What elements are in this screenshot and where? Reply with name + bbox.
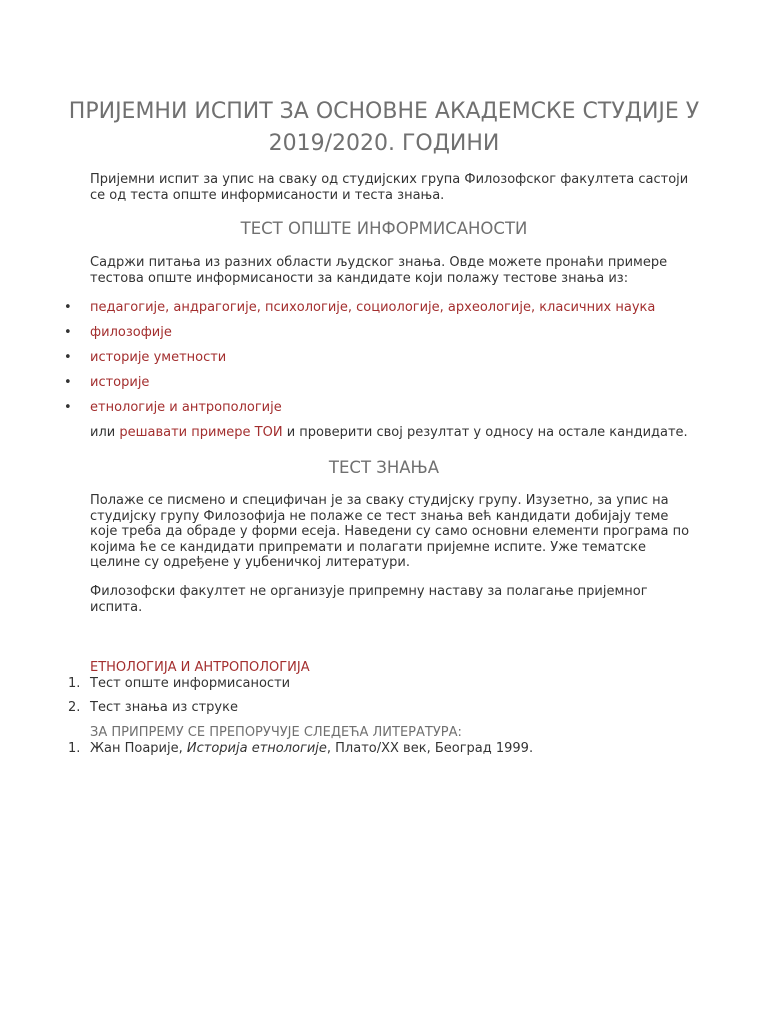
citation-author: Жан Поарије, [90,741,183,756]
knowledge-test-description: Полаже се писмено и специфичан је за сваку студијску групу. Изузетно, за упис на студијску групу Филозофија не полаже се тест знања већ кандидати добијају теме које треба да обраде у форми есеја. Наведени су само основни елементи програма по којима ће се кандидати припремати и полагати пријемне испите. Уже тематске целине су одређене у уџбеничкој литератури. [90,493,690,570]
link-pedagogy-group[interactable]: педагогије, андрагогије, психологије, социологије, археологије, класичних наука [90,300,656,315]
list-number: 1. [68,741,81,756]
solve-examples-link[interactable]: решавати примере ТОИ [119,425,283,440]
link-history[interactable]: историје [90,375,150,390]
section-heading-knowledge-test: ТЕСТ ЗНАЊА [328,458,440,477]
closing-prefix: или [90,425,116,440]
bullet-icon: • [64,375,72,390]
literature-citation [90,740,533,758]
intro-paragraph: Пријемни испит за упис на сваку од студијских група Филозофског факултета састоји се од теста опште информисаности и теста знања. [90,172,689,203]
list-number: 2. [68,700,81,715]
preparatory-classes-note: Филозофски факултет не организује припремну наставу за полагање пријемног испита. [90,584,648,615]
list-number: 1. [68,676,81,691]
list-item-text: Тест знања из струке [90,700,238,715]
citation-publisher: , Плато/XX век, Београд 1999. [326,741,534,756]
page-title: ПРИЈЕМНИ ИСПИТ ЗА ОСНОВНЕ АКАДЕМСКЕ СТУДИЈЕ У 2019/2020. ГОДИНИ [68,99,700,156]
bullet-icon: • [64,400,72,415]
ethnology-heading: ЕТНОЛОГИЈА И АНТРОПОЛОГИЈА [90,660,310,675]
literature-heading: ЗА ПРИПРЕМУ СЕ ПРЕПОРУЧУЈЕ СЛЕДЕЋА ЛИТЕРАТУРА: [90,725,462,740]
link-ethnology[interactable]: етнологије и антропологије [90,400,282,415]
closing-suffix: и проверити свој резултат у односу на остале кандидате. [286,425,688,440]
general-knowledge-description: Садржи питања из разних области људског знања. Овде можете пронаћи примере тестова опште информисаности за кандидате који полажу тестове знања из: [90,255,668,286]
citation-title: Историја етнологије [186,741,327,756]
bullet-icon: • [64,350,72,365]
list-item-text: Тест опште информисаности [90,676,291,691]
link-art-history[interactable]: историје уметности [90,350,227,365]
bullet-icon: • [64,325,72,340]
bullet-icon: • [64,300,72,315]
section-heading-general-knowledge: ТЕСТ ОПШТЕ ИНФОРМИСАНОСТИ [240,219,528,238]
link-philosophy[interactable]: филозофије [90,325,172,340]
closing-line [90,425,690,441]
